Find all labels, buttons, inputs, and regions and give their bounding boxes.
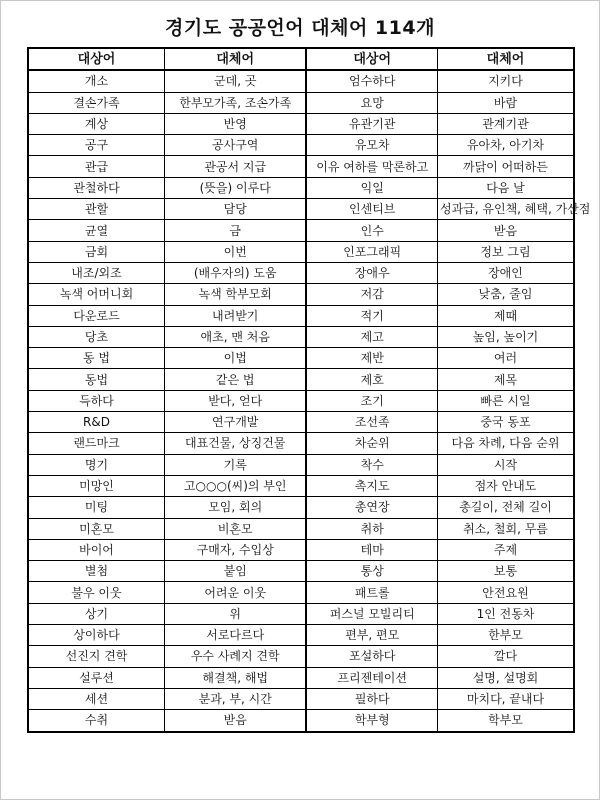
target-word-cell: 저감	[306, 284, 437, 305]
replacement-word-cell: 반영	[165, 113, 307, 134]
table-row	[28, 156, 574, 177]
replacement-word-cell: 위	[165, 603, 307, 624]
table-row	[28, 92, 574, 113]
table-row	[28, 475, 574, 496]
replacement-word-cell: 붙임	[165, 561, 307, 582]
replacement-word-cell: 보통	[437, 561, 574, 582]
replacement-word-cell: 높임, 높이기	[437, 326, 574, 347]
replacement-word-cell: 녹색 학부모회	[165, 284, 307, 305]
target-word-cell: 제고	[306, 326, 437, 347]
target-word-cell: 포설하다	[306, 646, 437, 667]
table-row	[28, 262, 574, 283]
replacement-word-cell: 제목	[437, 369, 574, 390]
target-word-cell: 관철하다	[28, 177, 165, 198]
replacement-word-cell: 점자 안내도	[437, 475, 574, 496]
replacement-word-cell: 애초, 맨 처음	[165, 326, 307, 347]
target-word-cell: 미망인	[28, 475, 165, 496]
target-word-cell: 취하	[306, 518, 437, 539]
replacement-word-cell: 내려받기	[165, 305, 307, 326]
table-row	[28, 177, 574, 198]
replacement-word-cell: 시작	[437, 454, 574, 475]
target-word-cell: 득하다	[28, 390, 165, 411]
table-row	[28, 390, 574, 411]
replacement-word-cell: 대표건물, 상징건물	[165, 433, 307, 454]
target-word-cell: 다운로드	[28, 305, 165, 326]
replacement-word-cell: 정보 그림	[437, 241, 574, 262]
table-row	[28, 710, 574, 732]
target-word-cell: 적기	[306, 305, 437, 326]
target-word-cell: 별첨	[28, 561, 165, 582]
replacement-word-cell: 다음 날	[437, 177, 574, 198]
target-word-cell: 금회	[28, 241, 165, 262]
table-row	[28, 305, 574, 326]
target-word-cell: 인수	[306, 220, 437, 241]
header-replacement-word-left: 대체어	[165, 48, 307, 70]
replacement-word-cell: 한부모가족, 조손가족	[165, 92, 307, 113]
target-word-cell: 공구	[28, 135, 165, 156]
table-row	[28, 667, 574, 688]
table-row	[28, 113, 574, 134]
target-word-cell: 상이하다	[28, 625, 165, 646]
target-word-cell: 설루션	[28, 667, 165, 688]
target-word-cell: 세션	[28, 688, 165, 709]
replacement-word-cell: 비혼모	[165, 518, 307, 539]
table-row	[28, 348, 574, 369]
replacement-word-cell: 중국 동포	[437, 412, 574, 433]
table-row	[28, 284, 574, 305]
target-word-cell: 이유 여하를 막론하고	[306, 156, 437, 177]
target-word-cell: 퍼스널 모빌리티	[306, 603, 437, 624]
replacement-word-cell: 서로다르다	[165, 625, 307, 646]
target-word-cell: 패트롤	[306, 582, 437, 603]
replacement-word-cell: 낮춤, 줄임	[437, 284, 574, 305]
target-word-cell: 조선족	[306, 412, 437, 433]
table-row	[28, 625, 574, 646]
target-word-cell: 장애우	[306, 262, 437, 283]
target-word-cell: 개소	[28, 70, 165, 92]
replacement-word-cell: 해결책, 해법	[165, 667, 307, 688]
target-word-cell: 선진지 견학	[28, 646, 165, 667]
target-word-cell: 균열	[28, 220, 165, 241]
replacement-word-cell: 깔다	[437, 646, 574, 667]
table-row	[28, 518, 574, 539]
target-word-cell: 동법	[28, 369, 165, 390]
target-word-cell: 계상	[28, 113, 165, 134]
table-row	[28, 326, 574, 347]
target-word-cell: 인포그래픽	[306, 241, 437, 262]
replacement-word-cell: 분과, 부, 시간	[165, 688, 307, 709]
substitution-table	[27, 47, 591, 733]
table-row	[28, 454, 574, 475]
replacement-word-cell: 같은 법	[165, 369, 307, 390]
replacement-word-cell: 우수 사례지 견학	[165, 646, 307, 667]
replacement-word-cell: (배우자의) 도움	[165, 262, 307, 283]
target-word-cell: 바이어	[28, 539, 165, 560]
replacement-word-cell: 관공서 지급	[165, 156, 307, 177]
replacement-word-cell: 이번	[165, 241, 307, 262]
table-row	[28, 199, 574, 220]
target-word-cell: 요망	[306, 92, 437, 113]
target-word-cell: 미혼모	[28, 518, 165, 539]
target-word-cell: 동 법	[28, 348, 165, 369]
table-row	[28, 582, 574, 603]
replacement-word-cell: 빠른 시일	[437, 390, 574, 411]
replacement-word-cell: 금	[165, 220, 307, 241]
replacement-word-cell: 유아차, 아기차	[437, 135, 574, 156]
table-row	[28, 561, 574, 582]
target-word-cell: 랜드마크	[28, 433, 165, 454]
target-word-cell: 수취	[28, 710, 165, 732]
table-row	[28, 70, 574, 92]
target-word-cell: 필하다	[306, 688, 437, 709]
target-word-cell: 내조/외조	[28, 262, 165, 283]
replacement-word-cell: 어려운 이웃	[165, 582, 307, 603]
target-word-cell: 통상	[306, 561, 437, 582]
replacement-word-cell: 주제	[437, 539, 574, 560]
target-word-cell: 착수	[306, 454, 437, 475]
table-row	[28, 497, 574, 518]
table-row	[28, 241, 574, 262]
header-replacement-word-right: 대체어	[437, 48, 574, 70]
replacement-word-cell: 구매자, 수입상	[165, 539, 307, 560]
target-word-cell: 유관기관	[306, 113, 437, 134]
table-row	[28, 646, 574, 667]
replacement-word-cell: 받음	[165, 710, 307, 732]
table-row	[28, 603, 574, 624]
target-word-cell: 프리젠테이션	[306, 667, 437, 688]
replacement-word-cell: 모임, 회의	[165, 497, 307, 518]
replacement-word-cell: 지키다	[437, 70, 574, 92]
replacement-word-cell: 고○○○(씨)의 부인	[165, 475, 307, 496]
target-word-cell: 차순위	[306, 433, 437, 454]
table-row	[28, 135, 574, 156]
table-header-row	[28, 48, 574, 70]
replacement-word-cell: 이법	[165, 348, 307, 369]
replacement-word-cell: 한부모	[437, 625, 574, 646]
table-row	[28, 412, 574, 433]
target-word-cell: 엄수하다	[306, 70, 437, 92]
replacement-word-cell: 공사구역	[165, 135, 307, 156]
table-row	[28, 220, 574, 241]
replacement-word-cell: 받다, 얻다	[165, 390, 307, 411]
target-word-cell: R&D	[28, 412, 165, 433]
replacement-word-cell: 1인 전동차	[437, 603, 574, 624]
replacement-word-cell: 제때	[437, 305, 574, 326]
target-word-cell: 명기	[28, 454, 165, 475]
target-word-cell: 편부, 편모	[306, 625, 437, 646]
replacement-word-cell: 관계기관	[437, 113, 574, 134]
replacement-word-cell: 총길이, 전체 길이	[437, 497, 574, 518]
replacement-word-cell: 안전요원	[437, 582, 574, 603]
target-word-cell: 인센티브	[306, 199, 437, 220]
target-word-cell: 유모차	[306, 135, 437, 156]
target-word-cell: 익일	[306, 177, 437, 198]
replacement-word-cell: 학부모	[437, 710, 574, 732]
replacement-word-cell: 바람	[437, 92, 574, 113]
target-word-cell: 조기	[306, 390, 437, 411]
target-word-cell: 제반	[306, 348, 437, 369]
table-row	[28, 369, 574, 390]
target-word-cell: 상기	[28, 603, 165, 624]
target-word-cell: 학부형	[306, 710, 437, 732]
target-word-cell: 총연장	[306, 497, 437, 518]
page-title: 경기도 공공언어 대체어 114개	[165, 17, 435, 39]
header-target-word-left: 대상어	[28, 48, 165, 70]
table-row	[28, 433, 574, 454]
replacement-word-cell: 연구개발	[165, 412, 307, 433]
target-word-cell: 미팅	[28, 497, 165, 518]
replacement-word-cell: 받음	[437, 220, 574, 241]
table-row	[28, 539, 574, 560]
table-row	[28, 688, 574, 709]
replacement-word-cell: 마치다, 끝내다	[437, 688, 574, 709]
target-word-cell: 관급	[28, 156, 165, 177]
replacement-word-cell: (뜻을) 이루다	[165, 177, 307, 198]
replacement-word-cell: 다음 차례, 다음 순위	[437, 433, 574, 454]
target-word-cell: 촉지도	[306, 475, 437, 496]
replacement-word-cell: 담당	[165, 199, 307, 220]
target-word-cell: 불우 이웃	[28, 582, 165, 603]
target-word-cell: 결손가족	[28, 92, 165, 113]
table-body	[28, 70, 591, 731]
replacement-word-cell: 기록	[165, 454, 307, 475]
target-word-cell: 당초	[28, 326, 165, 347]
replacement-word-cell: 설명, 설명회	[437, 667, 574, 688]
replacement-word-cell: 군데, 곳	[165, 70, 307, 92]
replacement-word-cell: 여러	[437, 348, 574, 369]
target-word-cell: 제호	[306, 369, 437, 390]
target-word-cell: 녹색 어머니회	[28, 284, 165, 305]
header-target-word-right: 대상어	[306, 48, 437, 70]
target-word-cell: 테마	[306, 539, 437, 560]
replacement-word-cell: 까닭이 어떠하든	[437, 156, 574, 177]
target-word-cell: 관할	[28, 199, 165, 220]
replacement-word-cell: 성과급, 유인책, 혜택, 가산점	[437, 199, 574, 220]
replacement-word-cell: 장애인	[437, 262, 574, 283]
replacement-word-cell: 취소, 철회, 무름	[437, 518, 574, 539]
